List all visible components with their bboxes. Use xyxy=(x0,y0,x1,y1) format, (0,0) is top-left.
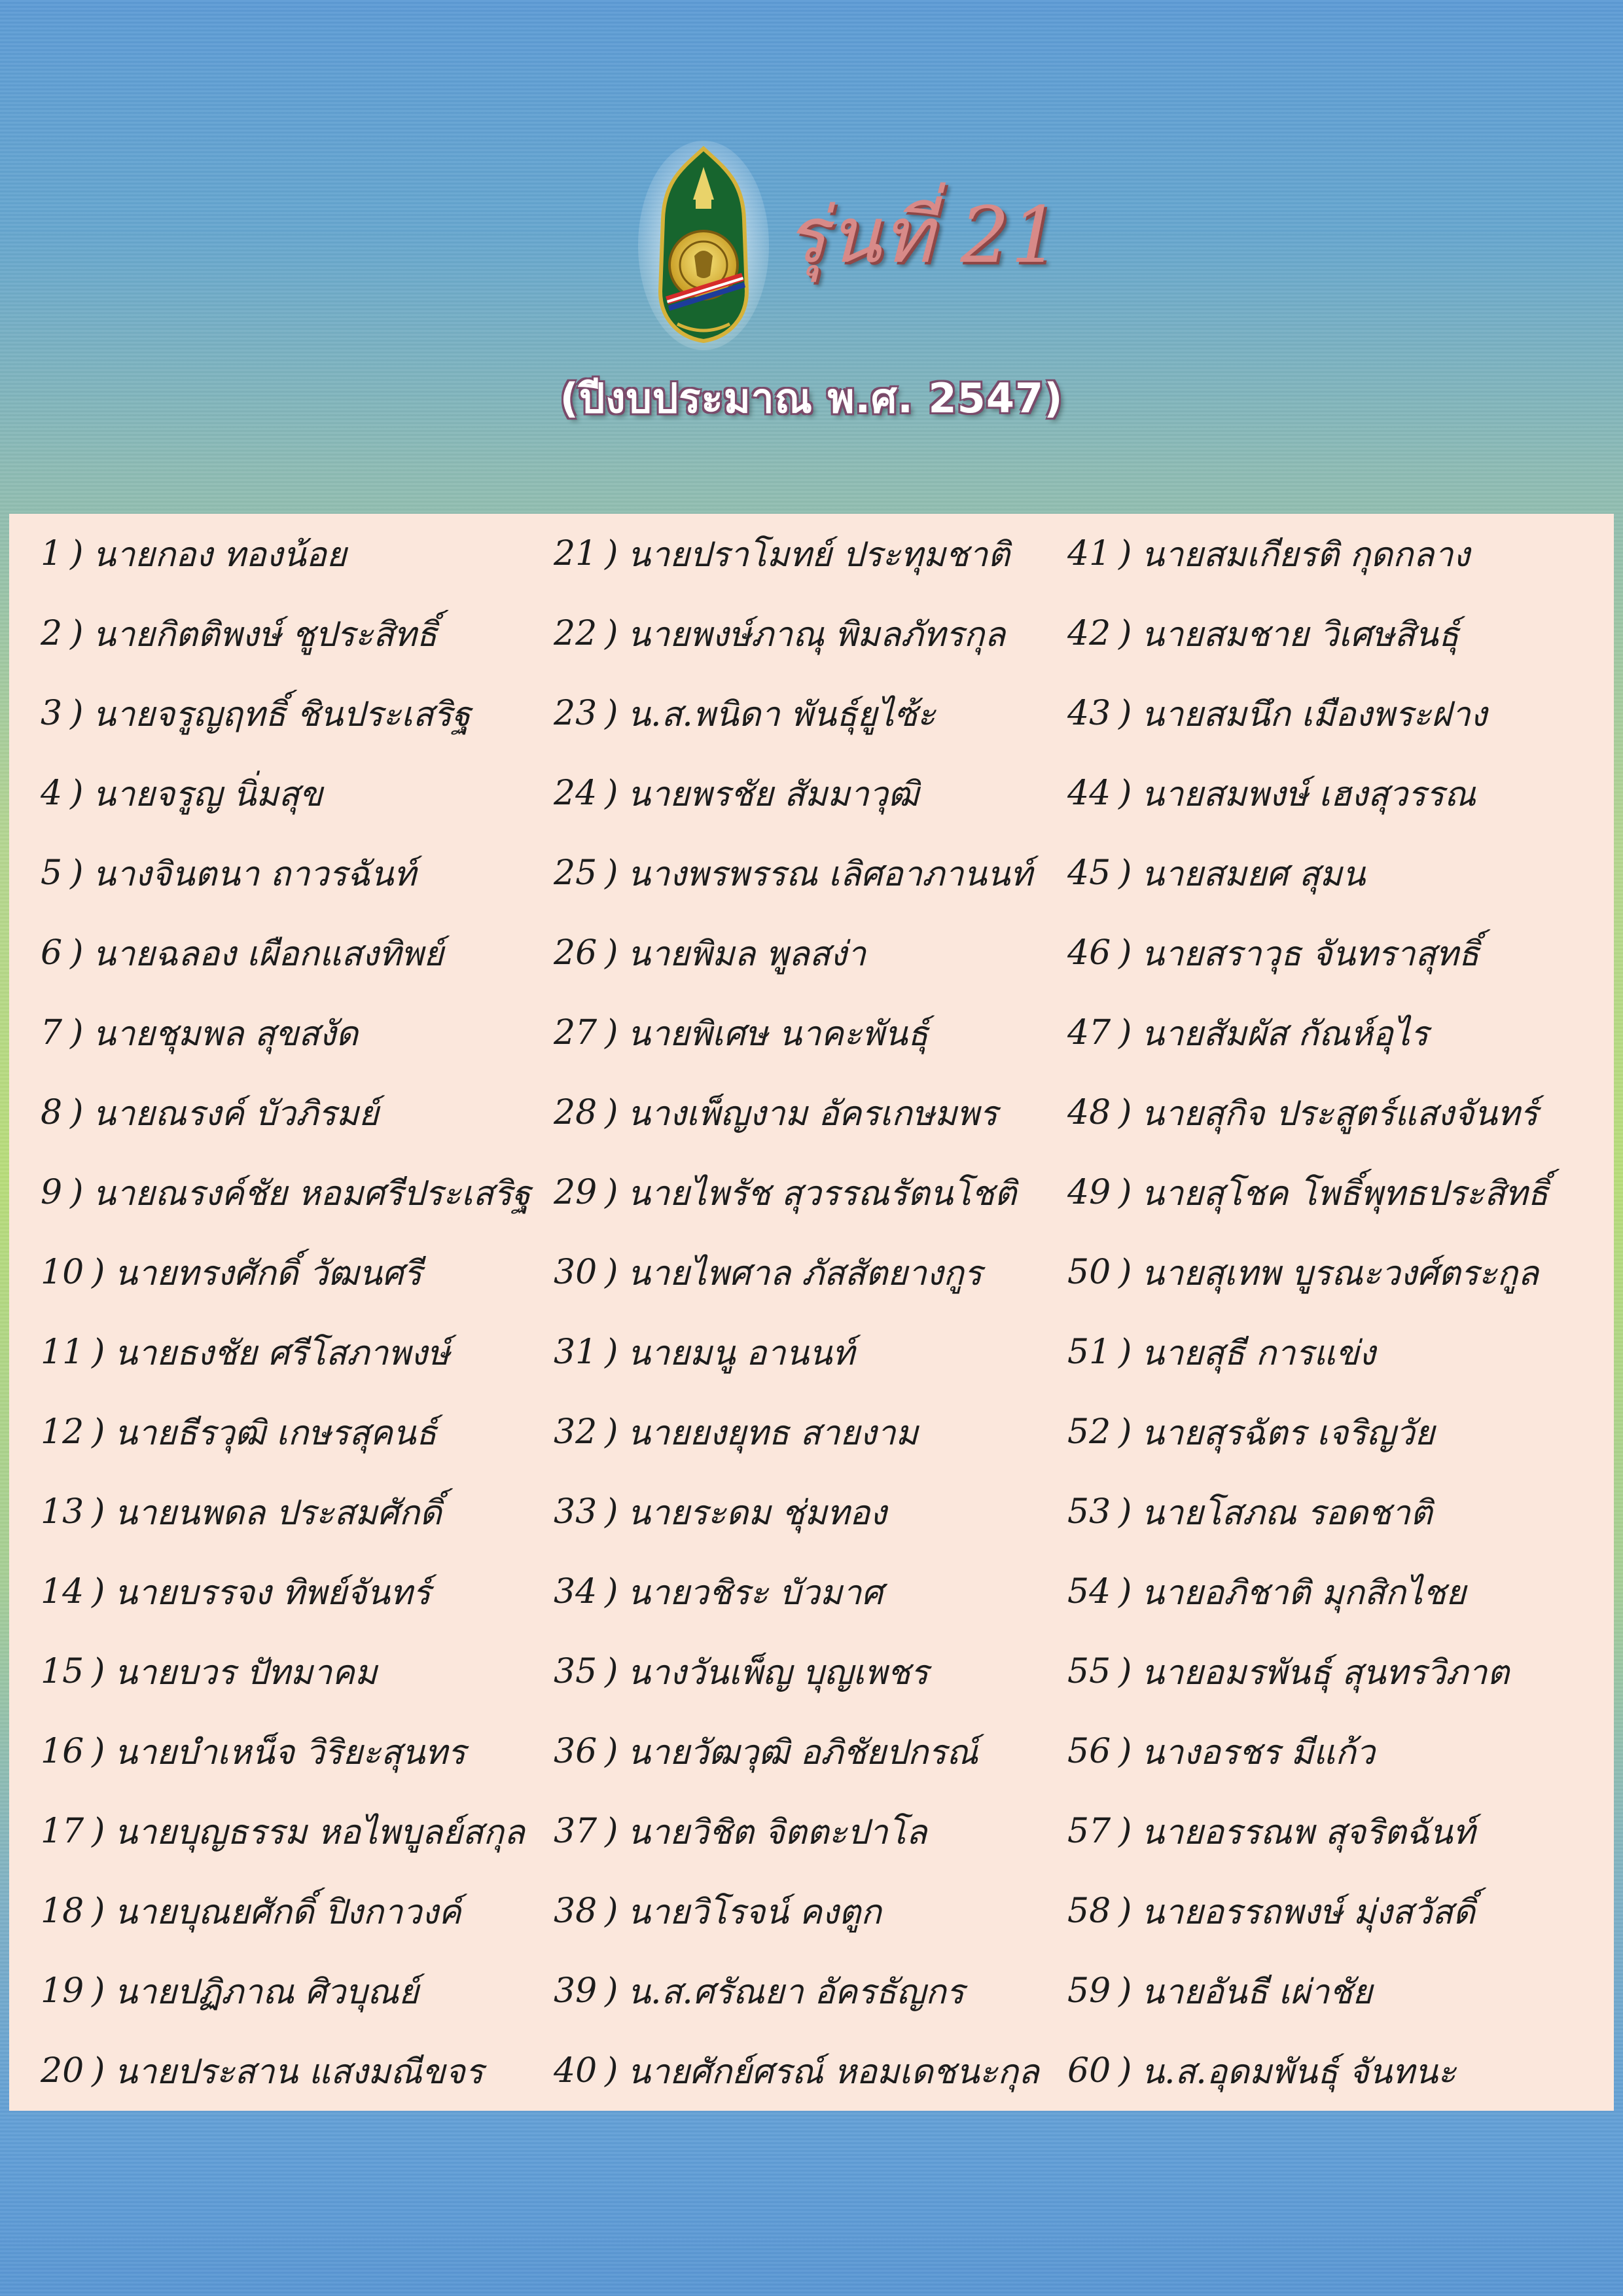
member-name: นายจรูญฤทธิ์ ชินประเสริฐ xyxy=(92,694,471,734)
member-number: 22 xyxy=(554,614,597,653)
member-name: นายสมยศ สุมน xyxy=(1141,854,1366,894)
member-number: 47 xyxy=(1067,1013,1111,1052)
member-list-item xyxy=(554,1871,1064,1951)
member-list-item xyxy=(554,594,1064,673)
number-separator: ) xyxy=(92,1412,105,1452)
member-number: 49 xyxy=(1067,1173,1111,1212)
number-separator: ) xyxy=(1118,1333,1132,1372)
member-list-item xyxy=(1067,1312,1578,1392)
member-list-item xyxy=(41,1312,551,1392)
member-number: 50 xyxy=(1067,1253,1111,1292)
member-number: 51 xyxy=(1067,1333,1111,1372)
member-name: นายอันธี เผ่าชัย xyxy=(1141,1972,1372,2012)
member-column-1 xyxy=(41,514,551,2111)
number-separator: ) xyxy=(605,1971,618,2011)
member-name: นายพงษ์ภาณุ พิมลภัทรกุล xyxy=(627,615,1006,655)
member-name: นายปราโมทย์ ประทุมชาติ xyxy=(627,535,1010,575)
member-list-item xyxy=(41,1712,551,1791)
member-number: 55 xyxy=(1067,1652,1111,1691)
number-separator: ) xyxy=(605,1412,618,1452)
member-name: นายณรงค์ บัวภิรมย์ xyxy=(92,1094,379,1134)
member-list-item xyxy=(41,2031,551,2111)
member-name: นายพิมล พูลสง่า xyxy=(627,934,866,974)
member-name: นายอภิชาติ มุกสิกไชย xyxy=(1141,1573,1466,1613)
member-number: 40 xyxy=(554,2051,597,2090)
member-number: 15 xyxy=(41,1652,84,1691)
member-number: 18 xyxy=(41,1892,84,1931)
member-number: 21 xyxy=(554,534,597,573)
member-list-item xyxy=(41,1472,551,1552)
member-number: 58 xyxy=(1067,1892,1111,1931)
member-list-item xyxy=(554,1153,1064,1232)
number-separator: ) xyxy=(92,1253,105,1292)
member-list-item xyxy=(1067,753,1578,833)
number-separator: ) xyxy=(1118,1652,1132,1691)
number-separator: ) xyxy=(605,1253,618,1292)
member-number: 45 xyxy=(1067,853,1111,893)
number-separator: ) xyxy=(92,1572,105,1611)
member-number: 10 xyxy=(41,1253,84,1292)
number-separator: ) xyxy=(70,1173,84,1212)
member-number: 36 xyxy=(554,1732,597,1771)
number-separator: ) xyxy=(605,774,618,813)
number-separator: ) xyxy=(605,534,618,573)
member-number: 41 xyxy=(1067,534,1111,573)
member-name: นายวิชิต จิตตะปาโล xyxy=(627,1812,927,1852)
member-name: นายสมนึก เมืองพระฝาง xyxy=(1141,694,1488,734)
member-number: 20 xyxy=(41,2051,84,2090)
number-separator: ) xyxy=(70,1093,84,1132)
member-number: 11 xyxy=(41,1333,84,1372)
member-number: 25 xyxy=(554,853,597,893)
member-list-item xyxy=(554,1312,1064,1392)
member-name: นายทรงศักดิ์ วัฒนศรี xyxy=(114,1253,422,1293)
number-separator: ) xyxy=(605,1732,618,1771)
member-list-item xyxy=(554,993,1064,1073)
number-separator: ) xyxy=(605,1173,618,1212)
member-name: นายธงชัย ศรีโสภาพงษ์ xyxy=(114,1333,450,1373)
number-separator: ) xyxy=(92,1812,105,1851)
member-name: นายวัฒวุฒิ อภิชัยปกรณ์ xyxy=(627,1732,978,1772)
member-number: 56 xyxy=(1067,1732,1111,1771)
member-list-item xyxy=(1067,673,1578,753)
member-list-item xyxy=(1067,1392,1578,1472)
member-number: 53 xyxy=(1067,1492,1111,1532)
member-list-item xyxy=(1067,594,1578,673)
member-name: นายบุณยศักดิ์ ปิงกาวงค์ xyxy=(114,1892,461,1932)
number-separator: ) xyxy=(1118,1412,1132,1452)
member-name: นายสมเกียรติ กุดกลาง xyxy=(1141,535,1470,575)
number-separator: ) xyxy=(92,1333,105,1372)
member-list-item xyxy=(41,1073,551,1153)
member-name: นายสุโชค โพธิ์พุทธประสิทธิ์ xyxy=(1141,1174,1548,1213)
number-separator: ) xyxy=(605,1572,618,1611)
member-number: 26 xyxy=(554,933,597,973)
number-separator: ) xyxy=(605,1093,618,1132)
member-name: นายมนู อานนท์ xyxy=(627,1333,855,1373)
member-name: นายสุเทพ บูรณะวงศ์ตระกูล xyxy=(1141,1253,1539,1293)
member-number: 2 xyxy=(41,614,63,653)
member-list-item xyxy=(41,1392,551,1472)
number-separator: ) xyxy=(1118,1812,1132,1851)
member-number: 4 xyxy=(41,774,63,813)
number-separator: ) xyxy=(605,853,618,893)
member-name: น.ส.ศรัณยา อัครธัญกร xyxy=(627,1972,965,2012)
member-name: นางวันเพ็ญ บุญเพชร xyxy=(627,1653,929,1693)
number-separator: ) xyxy=(605,1492,618,1532)
member-number: 32 xyxy=(554,1412,597,1452)
member-list-item xyxy=(1067,913,1578,993)
number-separator: ) xyxy=(1118,1173,1132,1212)
member-list-item xyxy=(1067,1073,1578,1153)
member-list-item xyxy=(41,993,551,1073)
member-number: 35 xyxy=(554,1652,597,1691)
number-separator: ) xyxy=(1118,534,1132,573)
member-list-item xyxy=(554,753,1064,833)
member-name: นายไพศาล ภัสสัตยางกูร xyxy=(627,1253,982,1293)
number-separator: ) xyxy=(70,1013,84,1052)
member-column-3 xyxy=(1067,514,1578,2111)
member-number: 14 xyxy=(41,1572,84,1611)
member-number: 52 xyxy=(1067,1412,1111,1452)
member-list-item xyxy=(1067,1712,1578,1791)
number-separator: ) xyxy=(605,1652,618,1691)
member-number: 30 xyxy=(554,1253,597,1292)
member-number: 44 xyxy=(1067,774,1111,813)
member-list-item xyxy=(554,913,1064,993)
member-list-item xyxy=(554,1232,1064,1312)
number-separator: ) xyxy=(605,614,618,653)
member-name: นางพรพรรณ เลิศอาภานนท์ xyxy=(627,854,1033,894)
number-separator: ) xyxy=(70,614,84,653)
member-name: นายพรชัย สัมมาวุฒิ xyxy=(627,774,919,814)
number-separator: ) xyxy=(1118,694,1132,733)
member-column-2 xyxy=(554,514,1064,2111)
member-list-item xyxy=(554,673,1064,753)
number-separator: ) xyxy=(92,1892,105,1931)
member-name: นายอมรพันธุ์ สุนทรวิภาต xyxy=(1141,1653,1510,1693)
member-list-panel xyxy=(9,514,1614,2111)
member-name: นางเพ็ญงาม อัครเกษมพร xyxy=(627,1094,998,1134)
member-name: นายบุญธรรม หอไพบูลย์สกุล xyxy=(114,1812,525,1852)
member-list-item xyxy=(1067,2031,1578,2111)
member-name: นายณรงค์ชัย หอมศรีประเสริฐ xyxy=(92,1174,531,1213)
member-name: นายอรรณพ สุจริตฉันท์ xyxy=(1141,1812,1475,1852)
number-separator: ) xyxy=(605,694,618,733)
number-separator: ) xyxy=(1118,1732,1132,1771)
member-list-item xyxy=(41,1552,551,1632)
member-number: 19 xyxy=(41,1971,84,2011)
member-name: นายอรรถพงษ์ มุ่งสวัสดิ์ xyxy=(1141,1892,1475,1932)
member-list-item xyxy=(41,833,551,913)
member-list-item xyxy=(1067,514,1578,594)
member-name: นายประสาน แสงมณีขจร xyxy=(114,2052,484,2092)
member-number: 33 xyxy=(554,1492,597,1532)
member-name: นายสมพงษ์ เฮงสุวรรณ xyxy=(1141,774,1476,814)
member-list-item xyxy=(1067,1632,1578,1712)
member-list-item xyxy=(1067,1153,1578,1232)
member-number: 1 xyxy=(41,534,63,573)
member-number: 46 xyxy=(1067,933,1111,973)
member-number: 43 xyxy=(1067,694,1111,733)
member-name: นางจินตนา ถาวรฉันท์ xyxy=(92,854,416,894)
member-name: นายระดม ชุ่มทอง xyxy=(627,1493,887,1533)
member-list-item xyxy=(1067,1472,1578,1552)
number-separator: ) xyxy=(1118,774,1132,813)
number-separator: ) xyxy=(605,933,618,973)
member-name: นายจรูญ นิ่มสุข xyxy=(92,774,323,814)
number-separator: ) xyxy=(92,1732,105,1771)
member-list-item xyxy=(41,1791,551,1871)
member-list-item xyxy=(554,1552,1064,1632)
member-number: 38 xyxy=(554,1892,597,1931)
member-list-item xyxy=(41,1951,551,2031)
member-list-item xyxy=(554,1472,1064,1552)
member-name: นายยงยุทธ สายงาม xyxy=(627,1413,918,1453)
member-number: 8 xyxy=(41,1093,63,1132)
fiscal-year-subtitle: (ปีงบประมาณ พ.ศ. 2547) xyxy=(560,374,1063,422)
number-separator: ) xyxy=(1118,2051,1132,2090)
member-number: 12 xyxy=(41,1412,84,1452)
member-number: 48 xyxy=(1067,1093,1111,1132)
member-name: นายศักย์ศรณ์ หอมเดชนะกุล xyxy=(627,2052,1039,2092)
member-list-item xyxy=(554,1951,1064,2031)
member-number: 31 xyxy=(554,1333,597,1372)
member-name: นายกอง ทองน้อย xyxy=(92,535,347,575)
number-separator: ) xyxy=(92,1652,105,1691)
member-number: 23 xyxy=(554,694,597,733)
member-name: นายฉลอง เผือกแสงทิพย์ xyxy=(92,934,444,974)
number-separator: ) xyxy=(1118,853,1132,893)
number-separator: ) xyxy=(1118,1492,1132,1532)
member-number: 29 xyxy=(554,1173,597,1212)
member-number: 7 xyxy=(41,1013,63,1052)
member-name: นายโสภณ รอดชาติ xyxy=(1141,1493,1433,1533)
member-list-item xyxy=(41,1632,551,1712)
member-list-item xyxy=(41,1153,551,1232)
member-name: นายสุธี การแข่ง xyxy=(1141,1333,1376,1373)
member-name: นายบรรจง ทิพย์จันทร์ xyxy=(114,1573,431,1613)
member-list-item xyxy=(554,1632,1064,1712)
member-name: นายปฏิภาณ ศิวบุณย์ xyxy=(114,1972,419,2012)
member-number: 5 xyxy=(41,853,63,893)
member-name: นางอรชร มีแก้ว xyxy=(1141,1732,1375,1772)
number-separator: ) xyxy=(605,1333,618,1372)
member-name: นายไพรัช สุวรรณรัตนโชติ xyxy=(627,1174,1017,1213)
member-list-item xyxy=(1067,1871,1578,1951)
number-separator: ) xyxy=(92,2051,105,2090)
number-separator: ) xyxy=(70,853,84,893)
member-list-item xyxy=(554,1073,1064,1153)
number-separator: ) xyxy=(1118,1013,1132,1052)
member-name: นายสัมผัส กัณห์อุไร xyxy=(1141,1014,1429,1054)
number-separator: ) xyxy=(605,1892,618,1931)
number-separator: ) xyxy=(1118,1892,1132,1931)
member-list-item xyxy=(41,673,551,753)
agency-emblem-icon xyxy=(638,141,769,350)
number-separator: ) xyxy=(605,2051,618,2090)
member-list-item xyxy=(554,1791,1064,1871)
member-number: 42 xyxy=(1067,614,1111,653)
number-separator: ) xyxy=(70,933,84,973)
member-list-item xyxy=(1067,833,1578,913)
number-separator: ) xyxy=(70,774,84,813)
number-separator: ) xyxy=(70,694,84,733)
member-name: นายพิเศษ นาคะพันธุ์ xyxy=(627,1014,929,1054)
number-separator: ) xyxy=(92,1971,105,2011)
number-separator: ) xyxy=(92,1492,105,1532)
member-number: 39 xyxy=(554,1971,597,2011)
member-number: 59 xyxy=(1067,1971,1111,2011)
member-name: นายสุกิจ ประสูตร์แสงจันทร์ xyxy=(1141,1094,1539,1134)
member-list-item xyxy=(1067,1232,1578,1312)
member-name: นายกิตติพงษ์ ชูประสิทธิ์ xyxy=(92,615,438,655)
member-number: 24 xyxy=(554,774,597,813)
member-list-item xyxy=(41,913,551,993)
number-separator: ) xyxy=(1118,1971,1132,2011)
member-number: 57 xyxy=(1067,1812,1111,1851)
member-list-item xyxy=(554,833,1064,913)
member-list-item xyxy=(41,753,551,833)
member-number: 34 xyxy=(554,1572,597,1611)
member-name: นายสราวุธ จันทราสุทธิ์ xyxy=(1141,934,1480,974)
number-separator: ) xyxy=(605,1013,618,1052)
member-list-item xyxy=(554,1392,1064,1472)
member-list-item xyxy=(1067,1552,1578,1632)
member-name: นายบำเหน็จ วิริยะสุนทร xyxy=(114,1732,466,1772)
member-list-item xyxy=(554,1712,1064,1791)
member-list-item xyxy=(1067,1951,1578,2031)
member-name: น.ส.พนิดา พันธุ์ยูไซ้ะ xyxy=(627,694,936,734)
member-name: นายสุรฉัตร เจริญวัย xyxy=(1141,1413,1435,1453)
member-number: 54 xyxy=(1067,1572,1111,1611)
member-number: 9 xyxy=(41,1173,63,1212)
number-separator: ) xyxy=(1118,1572,1132,1611)
member-number: 17 xyxy=(41,1812,84,1851)
number-separator: ) xyxy=(605,1812,618,1851)
page-header xyxy=(0,0,1623,511)
member-list-item xyxy=(1067,993,1578,1073)
member-number: 13 xyxy=(41,1492,84,1532)
member-number: 27 xyxy=(554,1013,597,1052)
member-list-item xyxy=(1067,1791,1578,1871)
member-name: นายชุมพล สุขสงัด xyxy=(92,1014,359,1054)
member-name: นายวิโรจน์ คงตูก xyxy=(627,1892,882,1932)
member-number: 16 xyxy=(41,1732,84,1771)
member-list-item xyxy=(554,2031,1064,2111)
member-list-item xyxy=(41,594,551,673)
member-name: นายบวร ปัทมาคม xyxy=(114,1653,378,1693)
member-number: 6 xyxy=(41,933,63,973)
member-name: นายธีรวุฒิ เกษรสุคนธ์ xyxy=(114,1413,437,1453)
member-list-item xyxy=(41,1871,551,1951)
member-list-item xyxy=(554,514,1064,594)
member-number: 28 xyxy=(554,1093,597,1132)
number-separator: ) xyxy=(1118,614,1132,653)
member-number: 37 xyxy=(554,1812,597,1851)
generation-title: รุ่นที่ 21 xyxy=(785,190,1061,280)
member-list-item xyxy=(41,1232,551,1312)
number-separator: ) xyxy=(1118,933,1132,973)
number-separator: ) xyxy=(1118,1253,1132,1292)
member-name: นายสมชาย วิเศษสินธุ์ xyxy=(1141,615,1459,655)
number-separator: ) xyxy=(1118,1093,1132,1132)
member-name: นายวชิระ บัวมาศ xyxy=(627,1573,883,1613)
member-number: 60 xyxy=(1067,2051,1111,2090)
member-list-item xyxy=(41,514,551,594)
member-name: นายนพดล ประสมศักดิ์ xyxy=(114,1493,442,1533)
number-separator: ) xyxy=(70,534,84,573)
member-name: น.ส.อุดมพันธุ์ จันทนะ xyxy=(1141,2052,1456,2092)
member-number: 3 xyxy=(41,694,63,733)
